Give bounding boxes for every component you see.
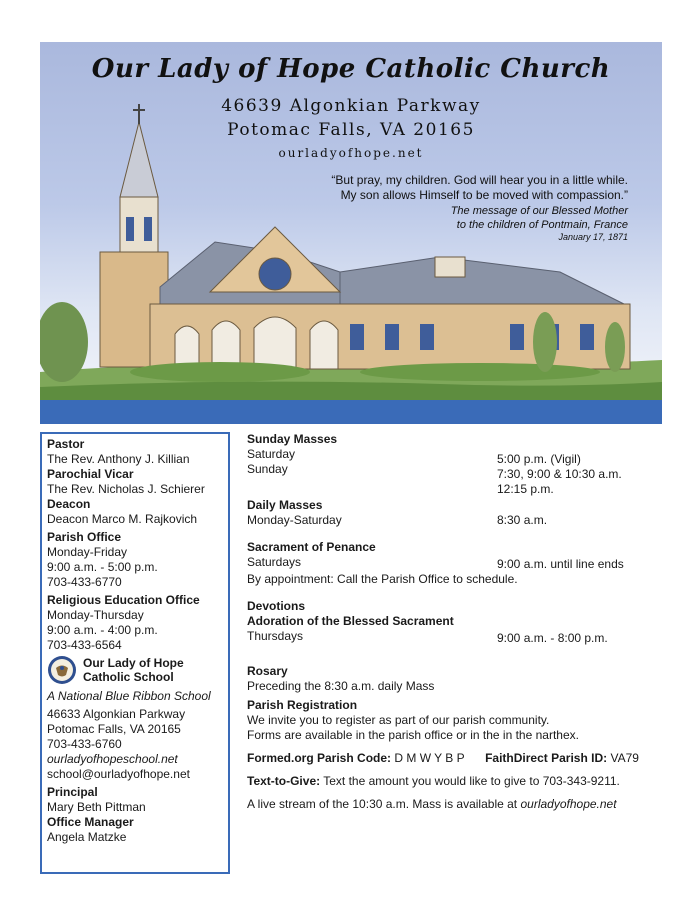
faithdirect-id: VA79: [610, 751, 639, 765]
pastor-heading: Pastor: [47, 437, 85, 451]
principal-heading: Principal: [47, 785, 98, 799]
religious-ed-hours: 9:00 a.m. - 4:00 p.m.: [47, 623, 158, 637]
school-row: [47, 655, 223, 685]
adoration-row: [247, 629, 667, 644]
rosary-text: Preceding the 8:30 a.m. daily Mass: [247, 679, 435, 693]
schedule-column: [247, 432, 667, 812]
codes-row: [247, 751, 667, 766]
adoration-time: 9:00 a.m. - 8:00 p.m.: [497, 631, 608, 645]
school-name: [83, 656, 184, 684]
sunday-masses-heading: Sunday Masses: [247, 432, 338, 446]
deacon-name: Deacon Marco M. Rajkovich: [47, 512, 198, 526]
quote-line2: My son allows Himself to be moved with compassion.”: [340, 188, 628, 202]
school-name-line1: Our Lady of Hope: [83, 656, 184, 670]
daily-time: 8:30 a.m.: [497, 513, 548, 527]
blue-ribbon-seal-icon: [47, 655, 77, 685]
school-address2: Potomac Falls, VA 20165: [47, 722, 181, 736]
religious-ed-heading: Religious Education Office: [47, 593, 200, 607]
school-phone: 703-433-6760: [47, 737, 122, 751]
daily-row: [247, 513, 667, 528]
registration-heading: Parish Registration: [247, 698, 358, 712]
devotions-heading: Devotions: [247, 599, 306, 613]
sunday-time2: 12:15 p.m.: [497, 482, 554, 496]
attribution-line2: to the children of Pontmain, France: [456, 219, 628, 231]
faithdirect-label: FaithDirect Parish ID:: [485, 751, 608, 765]
livestream-link[interactable]: ourladyofhope.net: [520, 797, 617, 811]
penance-label: Saturdays: [247, 555, 302, 569]
manager-name: Angela Matzke: [47, 830, 127, 844]
formed-code: D M W Y B P: [394, 751, 465, 765]
penance-note: By appointment: Call the Parish Office to schedule.: [247, 572, 518, 586]
school-website[interactable]: ourladyofhopeschool.net: [47, 752, 178, 766]
saturday-time: 5:00 p.m. (Vigil): [497, 452, 581, 466]
church-address-line2: Potomac Falls, VA 20165: [227, 120, 475, 140]
pastor-name: The Rev. Anthony J. Killian: [47, 452, 190, 466]
staff-sidebar: [40, 432, 230, 874]
church-website[interactable]: ourladyofhope.net: [278, 146, 424, 160]
office-phone: 703-433-6770: [47, 575, 122, 589]
blue-divider-band: [40, 400, 662, 424]
sunday-row: [247, 462, 667, 481]
text-to-give-row: [247, 774, 667, 789]
quote: [248, 173, 628, 203]
quote-date: January 17, 1871: [558, 232, 628, 242]
deacon-heading: Deacon: [47, 497, 91, 511]
text-give-label: Text-to-Give:: [247, 774, 321, 788]
livestream-row: [247, 797, 667, 812]
school-address1: 46633 Algonkian Parkway: [47, 707, 186, 721]
school-tagline: A National Blue Ribbon School: [47, 689, 211, 703]
registration-text1: We invite you to register as part of our parish community.: [247, 713, 550, 727]
saturday-row: [247, 447, 667, 466]
daily-masses-heading: Daily Masses: [247, 498, 323, 512]
formed-label: Formed.org Parish Code:: [247, 751, 392, 765]
livestream-text: A live stream of the 10:30 a.m. Mass is available at: [247, 797, 518, 811]
office-hours: 9:00 a.m. - 5:00 p.m.: [47, 560, 158, 574]
header-banner: [40, 42, 662, 402]
church-name: Our Lady of Hope Catholic Church: [91, 54, 611, 84]
text-give-text: Text the amount you would like to give to 703-343-9211.: [323, 774, 620, 788]
quote-attribution: [248, 204, 628, 232]
religious-ed-phone: 703-433-6564: [47, 638, 122, 652]
daily-label: Monday-Saturday: [247, 513, 342, 527]
principal-name: Mary Beth Pittman: [47, 800, 146, 814]
church-address-line1: 46639 Algonkian Parkway: [221, 96, 481, 116]
vicar-heading: Parochial Vicar: [47, 467, 134, 481]
school-email[interactable]: school@ourladyofhope.net: [47, 767, 190, 781]
adoration-label: Thursdays: [247, 629, 304, 643]
penance-row: [247, 555, 667, 570]
school-name-line2: Catholic School: [83, 670, 174, 684]
penance-time: 9:00 a.m. until line ends: [497, 557, 624, 571]
saturday-label: Saturday: [247, 447, 296, 461]
manager-heading: Office Manager: [47, 815, 134, 829]
office-heading: Parish Office: [47, 530, 122, 544]
quote-line1: “But pray, my children. God will hear you in a little while.: [331, 173, 628, 187]
sunday-time1: 7:30, 9:00 & 10:30 a.m.: [497, 467, 622, 481]
registration-text2: Forms are available in the parish office or in the in the narthex.: [247, 728, 579, 742]
adoration-heading: Adoration of the Blessed Sacrament: [247, 614, 454, 628]
sunday-row-2: [247, 477, 667, 496]
sunday-label: Sunday: [247, 462, 288, 476]
rosary-heading: Rosary: [247, 664, 288, 678]
vicar-name: The Rev. Nicholas J. Schierer: [47, 482, 205, 496]
religious-ed-days: Monday-Thursday: [47, 608, 144, 622]
penance-heading: Sacrament of Penance: [247, 540, 376, 554]
attribution-line1: The message of our Blessed Mother: [450, 205, 628, 217]
office-days: Monday-Friday: [47, 545, 128, 559]
